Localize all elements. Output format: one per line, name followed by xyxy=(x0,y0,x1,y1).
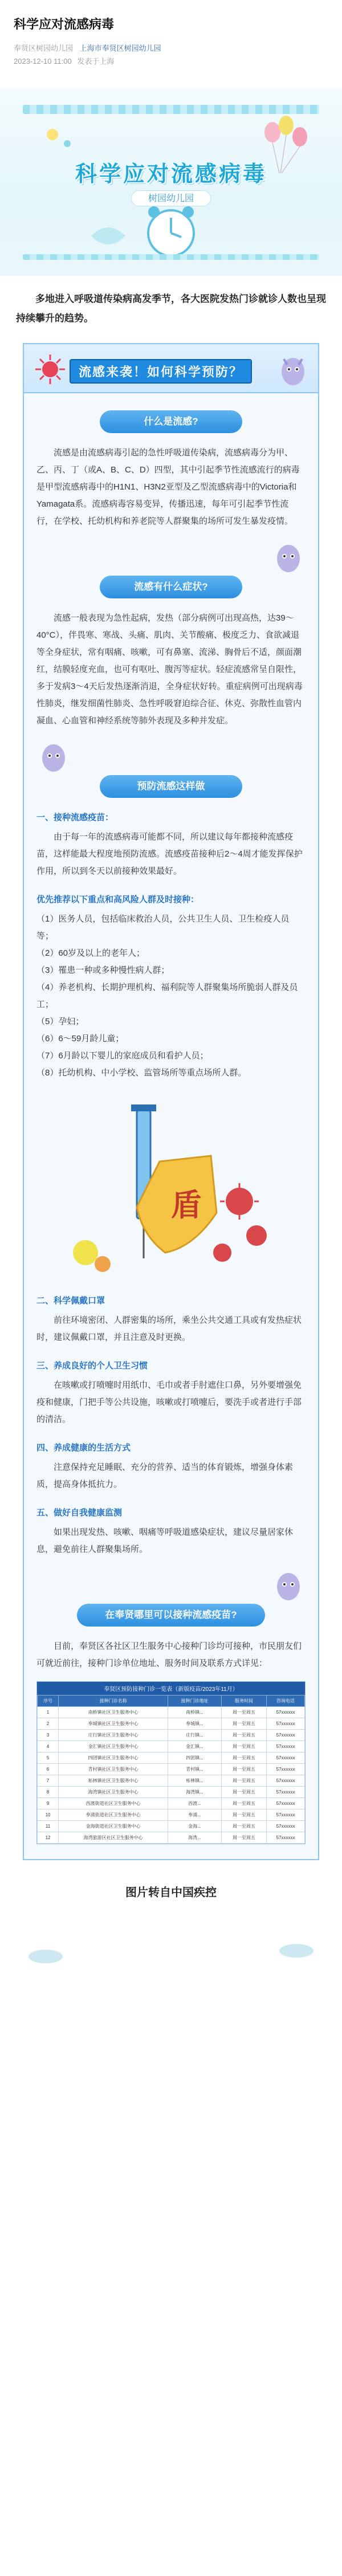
table-cell: 57xxxxxx xyxy=(267,1741,305,1752)
table-header-cell: 序号 xyxy=(38,1695,59,1706)
table-cell: 4 xyxy=(38,1741,59,1752)
table-header-cell: 咨询电话 xyxy=(267,1695,305,1706)
article-meta xyxy=(14,42,328,55)
table-cell: 2 xyxy=(38,1718,59,1729)
table-cell: 海湾镇社区卫生服务中心 xyxy=(59,1786,168,1798)
table-cell: 青村镇... xyxy=(168,1763,221,1775)
table-cell: 西渡街道社区卫生服务中心 xyxy=(59,1798,168,1809)
table-cell: 6 xyxy=(38,1763,59,1775)
table-cell: 57xxxxxx xyxy=(267,1820,305,1832)
table-cell: 周一至周五 xyxy=(221,1798,266,1809)
table-header-cell: 接种门诊名称 xyxy=(59,1695,168,1706)
table-cell: 奉浦街道社区卫生服务中心 xyxy=(59,1809,168,1820)
list-item: （3）罹患一种或多种慢性病人群； xyxy=(36,965,170,975)
section-title-what: 什么是流感? xyxy=(100,410,242,433)
clinic-table-grid xyxy=(37,1695,305,1844)
table-cell: 西渡... xyxy=(168,1798,221,1809)
table-cell: 青村镇社区卫生服务中心 xyxy=(59,1763,168,1775)
table-cell: 3 xyxy=(38,1729,59,1741)
table-row xyxy=(38,1798,305,1809)
banner-title: 科学应对流感病毒 xyxy=(75,162,267,186)
table-cell: 57xxxxxx xyxy=(267,1832,305,1843)
table-cell: 奉城镇社区卫生服务中心 xyxy=(59,1718,168,1729)
table-cell: 周一至周五 xyxy=(221,1718,266,1729)
table-body xyxy=(38,1706,305,1843)
priority-list xyxy=(24,911,318,1082)
list-item: （1）医务人员，包括临床救治人员，公共卫生人员、卫生检疫人员等； xyxy=(36,914,290,941)
mascot-row xyxy=(24,1564,318,1604)
table-cell: 柘林镇... xyxy=(168,1775,221,1786)
table-cell: 5 xyxy=(38,1752,59,1763)
clinic-table xyxy=(36,1681,306,1844)
mascot-icon xyxy=(271,1564,306,1604)
table-cell: 57xxxxxx xyxy=(267,1798,305,1809)
table-row xyxy=(38,1832,305,1843)
text-where: 目前，奉贤区各社区卫生服务中心接种门诊均可接种，市民朋友们可就近前往，接种门诊单位地址、服务时间及联系方式详见： xyxy=(36,1641,302,1668)
banner-subtitle: 树园幼儿园 xyxy=(131,190,211,206)
table-cell: 57xxxxxx xyxy=(267,1706,305,1718)
list-item: （7）6月龄以下婴儿的家庭成员和看护人员； xyxy=(36,1050,209,1061)
table-row xyxy=(38,1809,305,1820)
subhead-monitoring: 五、做好自我健康监测 xyxy=(36,1507,123,1518)
table-cell: 周一至周五 xyxy=(221,1820,266,1832)
table-cell: 57xxxxxx xyxy=(267,1718,305,1729)
section-text-what: 流感是由流感病毒引起的急性呼吸道传染病，流感病毒分为甲、乙、丙、丁（或A、B、C、D）四型，其中引起季节性流感流行的病毒是甲型流感病毒中的H1N1、H3N2亚型及乙型流感病毒中的Victoria和Yamagata系。流感病毒容易变异，传播迅速，每年可引起季节性流行，在学校、托幼机构和养老院等人群聚集的场所可发生暴发疫情。 xyxy=(36,447,300,526)
table-row xyxy=(38,1752,305,1763)
table-cell: 海湾镇... xyxy=(168,1786,221,1798)
content-card xyxy=(23,343,319,1860)
table-cell: 周一至周五 xyxy=(221,1809,266,1820)
subhead-lifestyle: 四、养成健康的生活方式 xyxy=(36,1442,131,1453)
table-cell: 周一至周五 xyxy=(221,1729,266,1741)
table-cell: 57xxxxxx xyxy=(267,1752,305,1763)
table-header-cell: 接种门诊地址 xyxy=(168,1695,221,1706)
table-cell: 奉城镇... xyxy=(168,1718,221,1729)
table-row xyxy=(38,1763,305,1775)
table-cell: 1 xyxy=(38,1706,59,1718)
article-title: 科学应对流感病毒 xyxy=(14,17,115,31)
table-cell: 奉浦... xyxy=(168,1809,221,1820)
text-monitoring: 如果出现发热、咳嗽、咽痛等呼吸道感染症状，建议尽量居家休息，避免前往人群聚集场所。 xyxy=(36,1527,294,1554)
bottom-decoration xyxy=(0,1928,342,1974)
table-cell: 11 xyxy=(38,1820,59,1832)
table-cell: 柘林镇社区卫生服务中心 xyxy=(59,1775,168,1786)
intro-paragraph: 多地进入呼吸道传染病高发季节，各大医院发热门诊就诊人数也呈现持续攀升的趋势。 xyxy=(16,293,326,324)
meta-date: 2023-12-10 11:00 xyxy=(14,57,72,66)
table-cell: 8 xyxy=(38,1786,59,1798)
shield-word: 盾 xyxy=(171,1187,202,1223)
subhead-vaccine: 一、接种流感疫苗： xyxy=(36,812,114,822)
list-item: （2）60岁及以上的老年人； xyxy=(36,948,145,958)
text-hygiene: 在咳嗽或打喷嚏时用纸巾、毛巾或者手肘遮住口鼻，另外要增强免疫和健康，门把手等公共设施，咳嗽或打喷嚏后，要洗手或者进行手部的清洁。 xyxy=(36,1380,302,1424)
table-cell: 周一至周五 xyxy=(221,1706,266,1718)
subhead-priority: 优先推荐以下重点和高风险人群及时接种： xyxy=(36,894,199,904)
section-title-where: 在奉贤哪里可以接种流感疫苗? xyxy=(77,1604,265,1627)
table-row xyxy=(38,1706,305,1718)
table-cell: 海湾... xyxy=(168,1832,221,1843)
image-source-note: 图片转自中国疾控 xyxy=(125,1886,217,1899)
syringe-shield-icon xyxy=(51,1093,291,1281)
table-row xyxy=(38,1741,305,1752)
article-meta-date xyxy=(14,55,328,68)
article-header xyxy=(0,0,342,78)
table-cell: 57xxxxxx xyxy=(267,1775,305,1786)
table-cell: 南桥镇社区卫生服务中心 xyxy=(59,1706,168,1718)
table-cell: 庄行镇... xyxy=(168,1729,221,1741)
mascot-row xyxy=(24,536,318,576)
subhead-mask: 二、科学佩戴口罩 xyxy=(36,1295,105,1306)
table-cell: 周一至周五 xyxy=(221,1763,266,1775)
mascot-icon xyxy=(271,536,306,576)
table-row xyxy=(38,1729,305,1741)
table-cell: 四团镇... xyxy=(168,1752,221,1763)
banner-image xyxy=(0,88,342,276)
table-cell: 金汇镇... xyxy=(168,1741,221,1752)
table-header-cell: 服务时间 xyxy=(221,1695,266,1706)
banner-stripe-bottom xyxy=(23,254,319,260)
table-cell: 金汇镇社区卫生服务中心 xyxy=(59,1741,168,1752)
table-cell: 7 xyxy=(38,1775,59,1786)
list-item: （4）养老机构、长期护理机构、福利院等人群聚集场所脆弱人群及员工； xyxy=(36,982,298,1009)
table-cell: 周一至周五 xyxy=(221,1775,266,1786)
table-cell: 57xxxxxx xyxy=(267,1786,305,1798)
table-cell: 金海街道社区卫生服务中心 xyxy=(59,1820,168,1832)
table-cell: 周一至周五 xyxy=(221,1786,266,1798)
table-cell: 四团镇社区卫生服务中心 xyxy=(59,1752,168,1763)
table-cell: 周一至周五 xyxy=(221,1741,266,1752)
section-title-prevention: 预防流感这样做 xyxy=(100,775,242,798)
text-mask: 前往环境密闭、人群密集的场所，乘坐公共交通工具或有发热症状时，建议佩戴口罩，并且注意及时更换。 xyxy=(36,1315,302,1342)
meta-account-link[interactable]: 上海市奉贤区树园幼儿园 xyxy=(79,43,161,52)
subhead-hygiene: 三、养成良好的个人卫生习惯 xyxy=(36,1360,148,1371)
list-item: （5）孕妇； xyxy=(36,1016,84,1026)
table-row xyxy=(38,1775,305,1786)
table-cell: 57xxxxxx xyxy=(267,1729,305,1741)
text-lifestyle: 注意保持充足睡眠、充分的营养、适当的体育锻炼，增强身体素质，提高身体抵抗力。 xyxy=(36,1462,294,1489)
table-cell: 金海... xyxy=(168,1820,221,1832)
table-cell: 南桥镇... xyxy=(168,1706,221,1718)
meta-location: 发表于上海 xyxy=(77,57,115,66)
table-cell: 57xxxxxx xyxy=(267,1763,305,1775)
table-row xyxy=(38,1718,305,1729)
vaccine-illustration xyxy=(51,1093,291,1281)
mascot-icon xyxy=(276,349,310,389)
section-title-symptoms: 流感有什么症状? xyxy=(100,576,242,598)
table-cell: 周一至周五 xyxy=(221,1752,266,1763)
list-item: （6）6～59月龄儿童； xyxy=(36,1033,124,1044)
mascot-icon xyxy=(36,735,71,775)
virus-icon xyxy=(33,352,67,386)
section-text-symptoms: 流感一般表现为急性起病，发热（部分病例可出现高热，达39～40°C），伴畏寒、寒战、头痛、肌肉、关节酸痛、极度乏力、食欲减退等全身症状，常有咽痛、咳嗽，可有鼻塞、流涕、胸骨后不适，颜面潮红，结膜轻度充血，也可有呕吐、腹泻等症状。轻症流感常呈自限性，多于发病3～4天后发热逐渐消退，全身症状好转。重症病例可出现病毒性肺炎，继发细菌性肺炎、急性呼吸窘迫综合征、休克、弥散性血管内凝血、心血管和神经系统等肺外表现及多种并发症。 xyxy=(36,613,303,725)
list-item: （8）托幼机构、中小学校、监管场所等重点场所人群。 xyxy=(36,1067,247,1078)
table-cell: 12 xyxy=(38,1832,59,1843)
text-vaccine: 由于每一年的流感病毒可能都不同，所以建议每年都接种流感疫苗，这样能最大程度地预防流感。流感疫苗接种后2～4周才能发挥保护作用，所以到冬天以前接种效果最好。 xyxy=(36,832,303,876)
mascot-row xyxy=(24,735,318,775)
card-header xyxy=(24,344,318,393)
table-cell: 57xxxxxx xyxy=(267,1809,305,1820)
card-slogan: 流感来袭！如何科学预防？ xyxy=(70,359,252,384)
table-header-row xyxy=(38,1695,305,1706)
table-cell: 10 xyxy=(38,1809,59,1820)
table-cell: 周一至周五 xyxy=(221,1832,266,1843)
leaves-icon xyxy=(0,1928,342,1974)
table-caption: 奉贤区预防接种门诊一览表（新版疫苗/2023年11月） xyxy=(37,1682,305,1695)
table-row xyxy=(38,1820,305,1832)
table-cell: 庄行镇社区卫生服务中心 xyxy=(59,1729,168,1741)
table-cell: 海湾旅游区社区卫生服务中心 xyxy=(59,1832,168,1843)
table-cell: 9 xyxy=(38,1798,59,1809)
meta-author: 奉贤区树园幼儿园 xyxy=(14,43,74,52)
table-row xyxy=(38,1786,305,1798)
